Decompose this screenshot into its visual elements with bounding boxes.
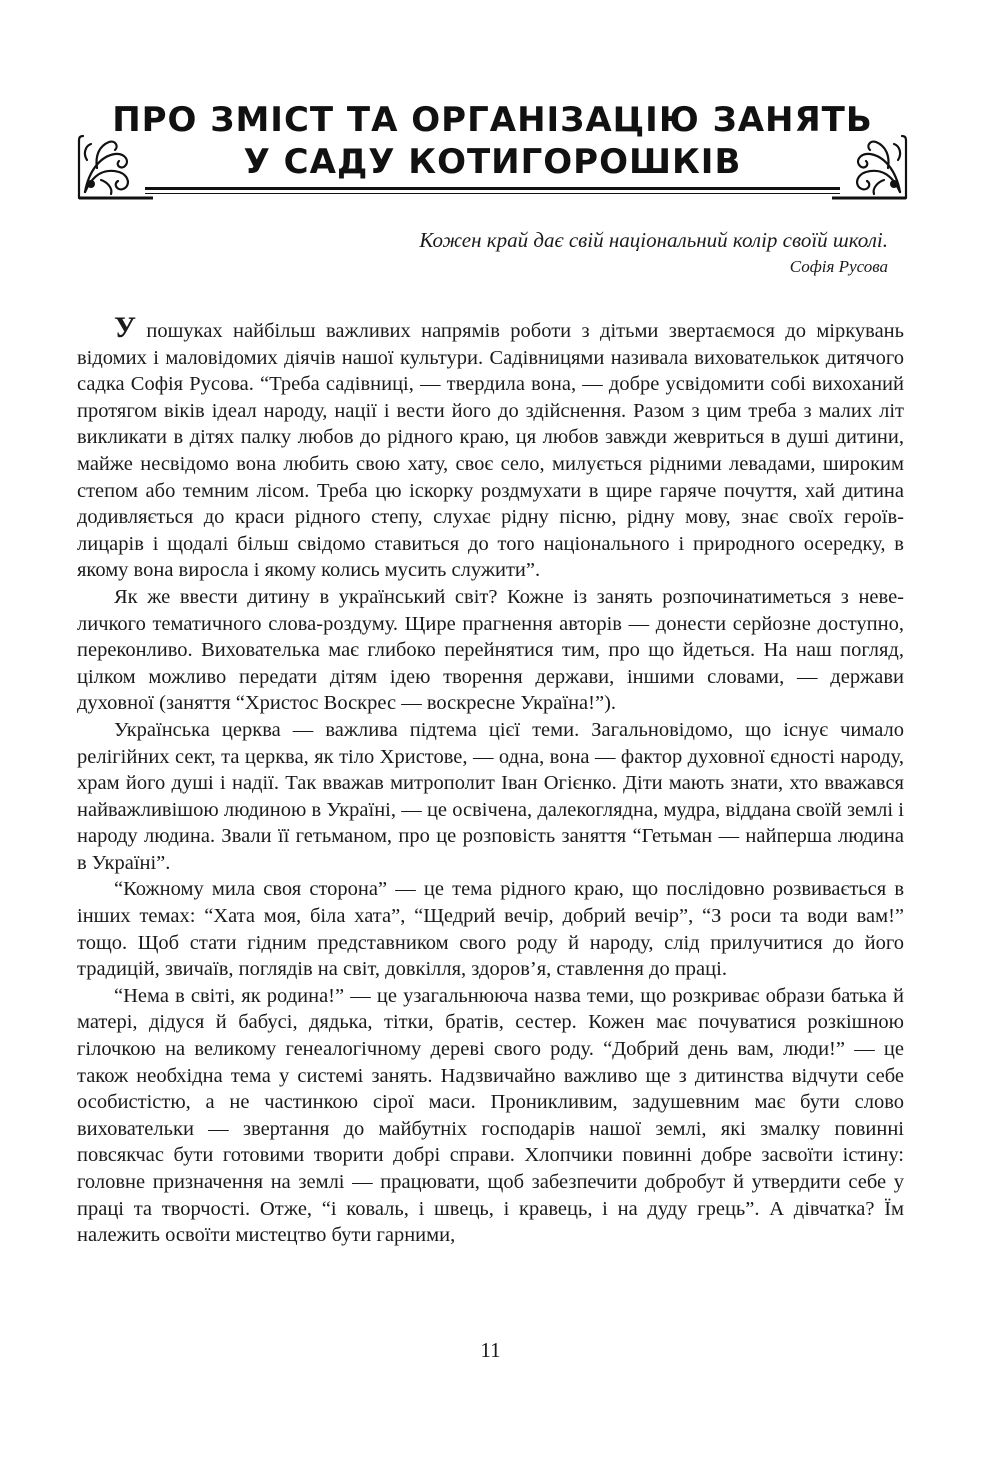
chapter-heading [75,98,910,208]
chapter-title-line-1: ПРО ЗМІСТ ТА ОРГАНІЗАЦІЮ ЗАНЯТЬ [112,100,873,140]
page-number: 11 [480,1338,501,1362]
paragraph-3: Українська церква — важлива підтема цієї теми. Загальновідомо, що існує чимало релігійних сект, та церква, як тіло Христове, — одна, вона — фактор духовної єдності народу, храм його душі і надії. Так вважав митрополит Іван Огієнко. Діти мають знати, хто вважався найважливішою людиною в Україні, — це освічена, далекоглядна, мудра, віддана своїй землі і народу людина. Звали її гетьманом, про це розповість заняття “Гетьман — найперша людина в Україні”. [77,718,904,874]
paragraph-4: “Кожному мила своя сторона” — це тема рідного краю, що послідовно розвивається в інших темах: “Хата моя, біла хата”, “Щедрий вечір, добрий вечір”, “З роси та води вам!” тощо. Щоб стати гідним представником свого роду й народу, слід прилучитися до його традицій, звичаїв, поглядів на світ, довкілля, здоров’я, ставлення до праці. [77,878,904,981]
body-text [77,311,904,1249]
paragraph-1 [77,311,904,584]
heading-rule-thin [145,193,840,194]
heading-rule-thick [145,187,840,190]
epigraph-author: Софія Русова [789,257,888,276]
epigraph-quote: Кожен край дає свій національний колір своїй школі. [419,228,888,252]
drop-cap: У [114,311,137,344]
epigraph [419,228,888,277]
paragraph-1-text: пошуках найбільш важливих напрямів роботи з дітьми звертаємося до міркувань відомих і маловідомих діячів нашої культури. Садівницями називала вихователькок дитячого садка Софія Русова. “Треба садівниці, — твердила вона, — добре усвідомити собі вихоханий протягом віків ідеал народу, нації і вести його до здійснення. Разом з цим треба з малих літ викликати в дітях палку любов до рідного краю, ця любов завжди жевриться в душі дитини, майже несвідомо вона любить свою хату, своє село, милується рідними левадами, широким степом або темним лісом. Треба цю іскорку роздмухати в щире гаряче почуття, хай дитина додивляється до краси рідного степу, слухає рідну пісню, рідну мову, знає своїх героїв-лицарів і щодалі більш свідомо ставиться до того національного і природного осередку, в якому вона виросла і якому колись мусить служити”. [77,320,904,582]
chapter-title-line-2: У САДУ КОТИГОРОШКІВ [243,142,742,182]
paragraph-5: “Нема в світі, як родина!” — це узагальнююча назва теми, що розкриває образи батька й матері, дідуся й бабусі, дядька, тітки, братів, сестер. Кожен має почуватися розкішною гілочкою на великому генеалогічному дереві свого роду. “Добрий день вам, люди!” — це також необхідна тема у системі занять. Надзвичайно важливо ще з дитинства відчути себе особистістю, а не частинкою сірої маси. Проникливим, задушевним має бути слово виховательки — звертання до майбутніх господарів нашої землі, які змалку повинні повсякчас бути готовими творити добрі справи. Хлопчики повинні добре засвоїти істину: головне призначення на землі — працювати, щоб забезпечити добробут й утвердити себе у праці та творчості. Отже, “і коваль, і швець, і кравець, і на дуду грець”. А дівчатка? Їм належить освоїти мистецтво бути гарними, [77,984,904,1247]
paragraph-2: Як же ввести дитину в український світ? Кожне із занять розпочинатиметься з невеличкого тематичного слова-роздуму. Щире прагнення авторів — донести серйозне доступно, переконливо. Вихователька має глибоко перейнятися тим, про що йдеться. На наш погляд, цілком можливо передати дітям ідею творення держави, іншими словами, — держави духовної (заняття “Христос Воскрес — воскресне Україна!”). [77,585,904,715]
